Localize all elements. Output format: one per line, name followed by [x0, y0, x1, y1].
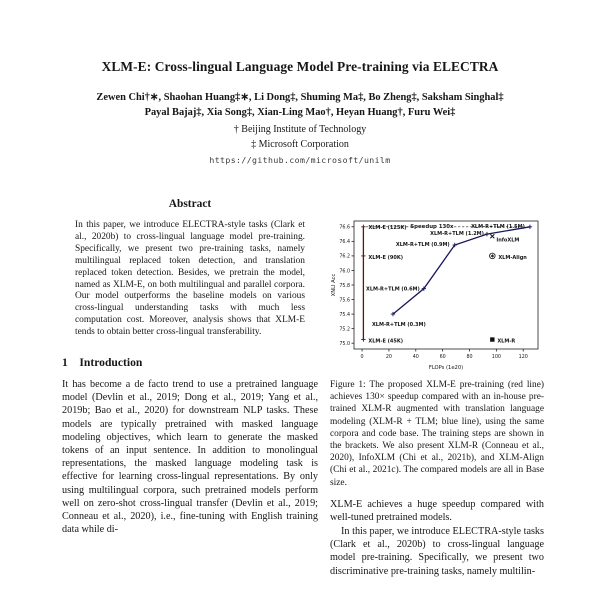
- svg-text:0: 0: [360, 355, 364, 360]
- svg-text:InfoXLM: InfoXLM: [496, 237, 520, 244]
- svg-text:76.0: 76.0: [339, 269, 350, 275]
- svg-text:76.2: 76.2: [339, 254, 350, 260]
- svg-text:75.6: 75.6: [339, 298, 350, 304]
- affiliation-2: ‡ Microsoft Corporation: [251, 138, 349, 150]
- svg-text:76.6: 76.6: [339, 225, 350, 231]
- author-line-2: Payal Bajaj‡, Xia Song‡, Xian-Ling Mao†, Heyan Huang†, Furu Wei‡: [144, 107, 456, 118]
- svg-text:75.2: 75.2: [339, 327, 350, 333]
- svg-text:XNLI Acc: XNLI Acc: [331, 273, 337, 297]
- left-column: [62, 198, 318, 537]
- paper-title: XLM-E: Cross-lingual Language Model Pre-training via ELECTRA: [101, 59, 499, 74]
- section-heading-introduction: 1 Introduction: [62, 356, 143, 370]
- svg-text:XLM-Align: XLM-Align: [498, 254, 527, 261]
- svg-text:XLM-E (125K): XLM-E (125K): [368, 224, 407, 231]
- figure1-caption: Figure 1: The proposed XLM-E pre-training (red line) achieves 130× speedup compared with an in-house pre-trained XLM-R augmented with translation language modeling (XLM-R + TLM; blue line), using the same corpora and code base. The training steps are shown in the brackets. We also present XLM-R (Conneau et al., 2020), InfoXLM (Chi et al., 2021b), and XLM-Align (Chi et al., 2021c). The compared models are all in Base size.: [330, 380, 544, 488]
- svg-text:100: 100: [491, 355, 501, 360]
- affiliations: [0, 123, 600, 152]
- svg-text:XLM-E (90K): XLM-E (90K): [368, 254, 404, 261]
- svg-text:XLM-R+TLM (1.2M): XLM-R+TLM (1.2M): [430, 231, 484, 238]
- introduction-text: It has become a de facto trend to use a pretrained language model (Devlin et al., 2019; Dong et al., 2019; Yang et al., 2019b; Bao et al., 2020) for downstream NLP tasks. These models are typically pretrained with masked language modeling objectives, which learn to generate the masked tokens of an input sentence. In addition to monolingual representations, the masked language modeling task is effective for learning cross-lingual representations. By only using multilingual corpora, such pretrained models perform well on zero-shot cross-lingual transfer (Devlin et al., 2019; Conneau et al., 2020), i.e., fine-tuning with English training data while di-: [62, 379, 318, 536]
- svg-text:Speedup 130x: Speedup 130x: [410, 223, 454, 230]
- author-line-1: Zewen Chi†∗, Shaohan Huang‡∗, Li Dong‡, Shuming Ma‡, Bo Zheng‡, Saksham Singhal‡: [96, 92, 504, 103]
- svg-text:XLM-R+TLM (0.3M): XLM-R+TLM (0.3M): [371, 322, 426, 329]
- svg-text:XLM-R+TLM (0.6M): XLM-R+TLM (0.6M): [365, 286, 420, 293]
- svg-text:XLM-R+TLM (1.5M): XLM-R+TLM (1.5M): [471, 223, 525, 230]
- affiliation-1: † Beijing Institute of Technology: [233, 124, 367, 135]
- svg-text:XLM-R+TLM (0.9M): XLM-R+TLM (0.9M): [395, 242, 450, 248]
- abstract-text: In this paper, we introduce ELECTRA-style tasks (Clark et al., 2020b) to cross-lingual language model pre-training. Specifically, we present two pre-training tasks, namely multilingual replaced token detection, and translation replaced token detection. Besides, we pretrain the model, named as XLM-E, on both multilingual and parallel corpora. Our model outperforms the baseline models on various cross-lingual understanding tasks with much less computation cost. Moreover, analysis shows that XLM-E tends to obtain better cross-lingual transferability.: [75, 220, 305, 338]
- svg-text:XLM-R: XLM-R: [497, 338, 516, 345]
- svg-text:76.4: 76.4: [339, 240, 350, 246]
- right-column: [330, 214, 544, 578]
- author-list: [38, 90, 562, 120]
- svg-text:40: 40: [412, 355, 419, 360]
- svg-text:80: 80: [466, 355, 473, 360]
- figure1-chart: [330, 214, 544, 374]
- svg-text:XLM-E (45K): XLM-E (45K): [368, 338, 404, 345]
- svg-text:75.0: 75.0: [339, 341, 350, 347]
- svg-text:20: 20: [385, 355, 392, 360]
- body-paragraph-2: In this paper, we introduce ELECTRA-style tasks (Clark et al., 2020b) to cross-lingual language model pre-training. Specifically, we present two discriminative pre-training tasks, namely multilin-: [330, 525, 544, 577]
- svg-text:FLOPs (1e20): FLOPs (1e20): [428, 365, 464, 371]
- svg-text:120: 120: [518, 355, 528, 360]
- body-paragraph-1: XLM-E achieves a huge speedup compared with well-tuned pretrained models.: [330, 498, 544, 524]
- svg-text:75.4: 75.4: [339, 312, 350, 318]
- abstract-heading: Abstract: [168, 198, 212, 210]
- svg-text:75.8: 75.8: [339, 283, 350, 289]
- paper-url-link[interactable]: https://github.com/microsoft/unilm: [209, 155, 391, 165]
- svg-text:60: 60: [439, 355, 446, 360]
